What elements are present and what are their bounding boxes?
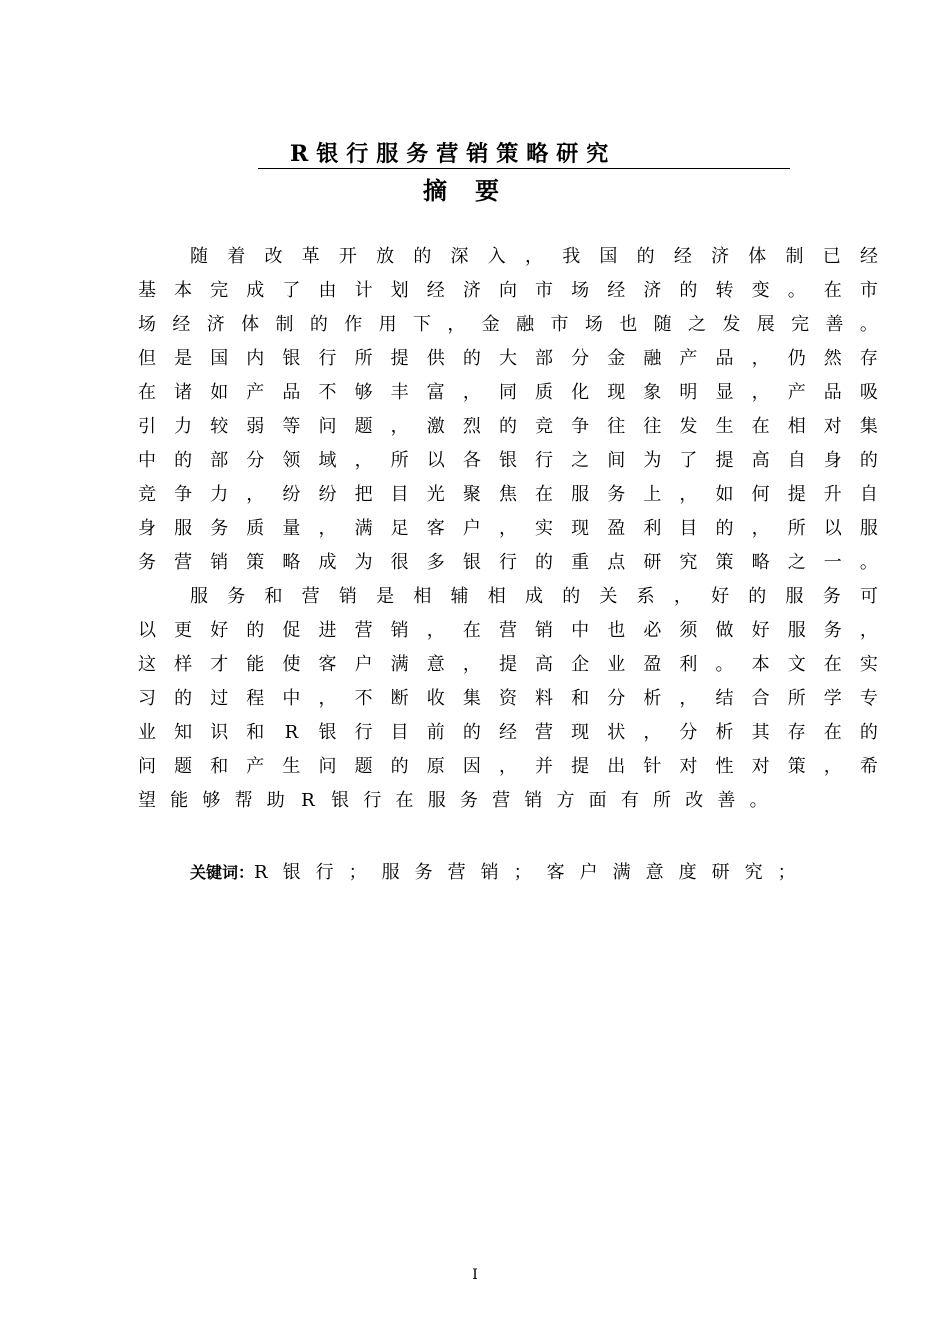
abstract-line: 中 的 部 分 领 域 ， 所 以 各 银 行 之 间 为 了 提 高 自 身 的 bbox=[138, 450, 878, 471]
abstract-line: 习 的 过 程 中 ， 不 断 收 集 资 料 和 分 析 ， 结 合 所 学 专 bbox=[138, 688, 878, 709]
abstract-heading: 摘要 bbox=[423, 176, 527, 205]
abstract-line: 务 营 销 策 略 成 为 很 多 银 行 的 重 点 研 究 策 略 之 一 。 bbox=[138, 552, 878, 573]
keywords-label: 关键词： bbox=[190, 863, 255, 882]
abstract-line: 身 服 务 质 量 ， 满 足 客 户 ， 实 现 盈 利 目 的 ， 所 以 服 bbox=[138, 518, 878, 539]
abstract-line: 问 题 和 产 生 问 题 的 原 因 ， 并 提 出 针 对 性 对 策 ， 希 bbox=[138, 756, 878, 777]
abstract-line: 但 是 国 内 银 行 所 提 供 的 大 部 分 金 融 产 品 ， 仍 然 存 bbox=[138, 348, 878, 369]
abstract-line: 望 能 够 帮 助 R 银 行 在 服 务 营 销 方 面 有 所 改 善 。 bbox=[138, 790, 768, 811]
keywords-values: R银行；服务营销；客户满意度研究； bbox=[254, 862, 811, 883]
abstract-line: 业 知 识 和 R 银 行 目 前 的 经 营 现 状 ， 分 析 其 存 在 的 bbox=[138, 722, 878, 743]
page-number: I bbox=[472, 1267, 478, 1283]
abstract-line: 服 务 和 营 销 是 相 辅 相 成 的 关 系 ， 好 的 服 务 可 bbox=[190, 586, 878, 607]
abstract-line: 在 诸 如 产 品 不 够 丰 富 ， 同 质 化 现 象 明 显 ， 产 品 吸 bbox=[138, 382, 878, 403]
title-underline bbox=[258, 140, 790, 169]
abstract-line: 随 着 改 革 开 放 的 深 入 ， 我 国 的 经 济 体 制 已 经 bbox=[190, 246, 878, 267]
abstract-line: 竞 争 力 ， 纷 纷 把 目 光 聚 焦 在 服 务 上 ， 如 何 提 升 自 bbox=[138, 484, 878, 505]
abstract-line: 这 样 才 能 使 客 户 满 意 ， 提 高 企 业 盈 利 。 本 文 在 实 bbox=[138, 654, 878, 675]
abstract-line: 引 力 较 弱 等 问 题 ， 激 烈 的 竞 争 往 往 发 生 在 相 对 集 bbox=[138, 416, 878, 437]
keywords-line bbox=[190, 856, 811, 890]
abstract-line: 基 本 完 成 了 由 计 划 经 济 向 市 场 经 济 的 转 变 。 在 市 bbox=[138, 280, 878, 301]
abstract-body bbox=[138, 240, 878, 818]
abstract-line: 场 经 济 体 制 的 作 用 下 ， 金 融 市 场 也 随 之 发 展 完 善 。 bbox=[138, 314, 878, 335]
document-title: R银行服务营销策略研究 bbox=[290, 141, 617, 167]
abstract-line: 以 更 好 的 促 进 营 销 ， 在 营 销 中 也 必 须 做 好 服 务 ， bbox=[138, 620, 878, 641]
